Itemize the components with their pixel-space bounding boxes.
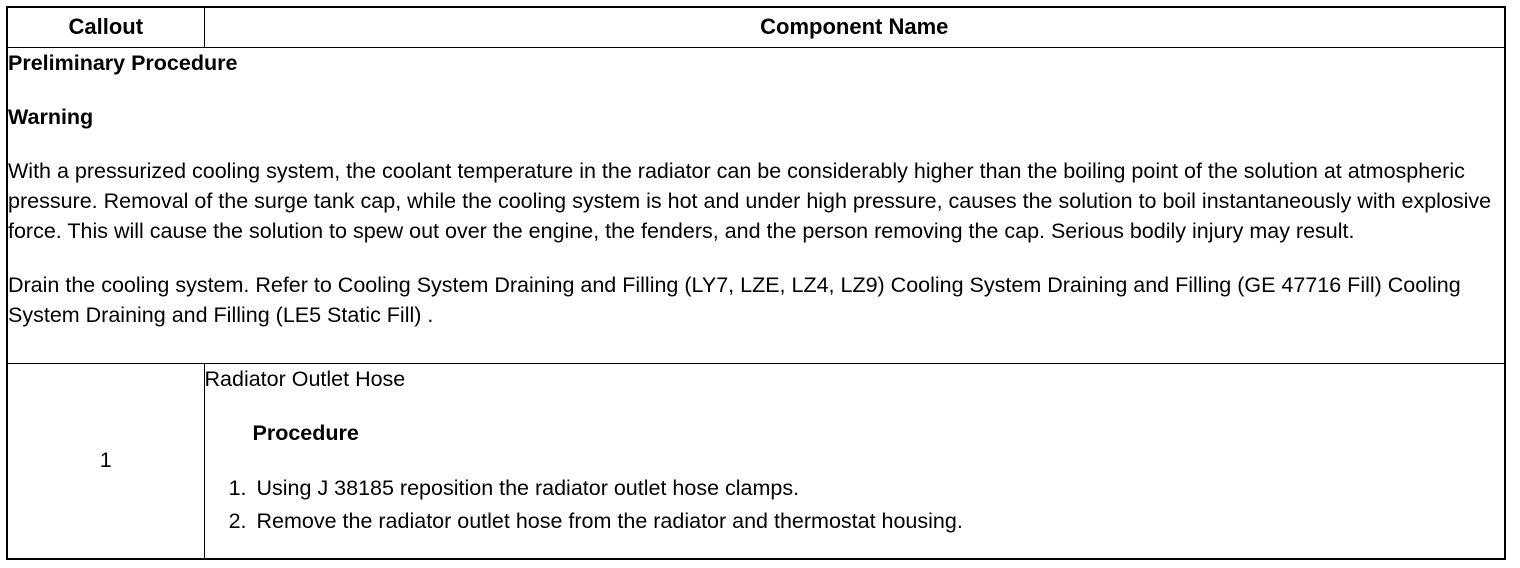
- warning-label: Warning: [8, 104, 94, 129]
- preliminary-procedure-row: [7, 47, 1505, 363]
- component-name-column-header: Component Name: [204, 7, 1505, 47]
- table-row: [7, 363, 1505, 559]
- callout-column-header: Callout: [7, 7, 204, 47]
- callout-number: 1: [7, 363, 204, 559]
- warning-text: With a pressurized cooling system, the coolant temperature in the radiator can be considerably higher than the boiling point of the solution at atmospheric pressure. Removal of the surge tank cap, while the cooling system is hot and under high pressure, causes the solution to boil instantaneously with explosive force. This will cause the solution to spew out over the engine, the fenders, and the person removing the cap. Serious bodily injury may result.: [8, 158, 1492, 243]
- procedure-steps: [205, 472, 1505, 538]
- preliminary-procedure-cell: [7, 47, 1505, 363]
- procedure-heading: Procedure: [252, 420, 359, 445]
- component-cell: [204, 363, 1505, 559]
- component-table: [6, 6, 1506, 560]
- procedure-step: 1. Using J 38185 reposition the radiator outlet hose clamps.: [253, 472, 1505, 505]
- procedure-step: 2. Remove the radiator outlet hose from the radiator and thermostat housing.: [253, 505, 1505, 538]
- component-name: Radiator Outlet Hose: [204, 366, 406, 391]
- table-header-row: [7, 7, 1505, 47]
- preliminary-procedure-title: Preliminary Procedure: [8, 50, 238, 75]
- drain-instruction: Drain the cooling system. Refer to Cooling System Draining and Filling (LY7, LZE, LZ4, LZ9) Cooling System Draining and Filling (GE 47716 Fill) Cooling System Draining and Filling (LE5 Static Fill) .: [8, 272, 1461, 327]
